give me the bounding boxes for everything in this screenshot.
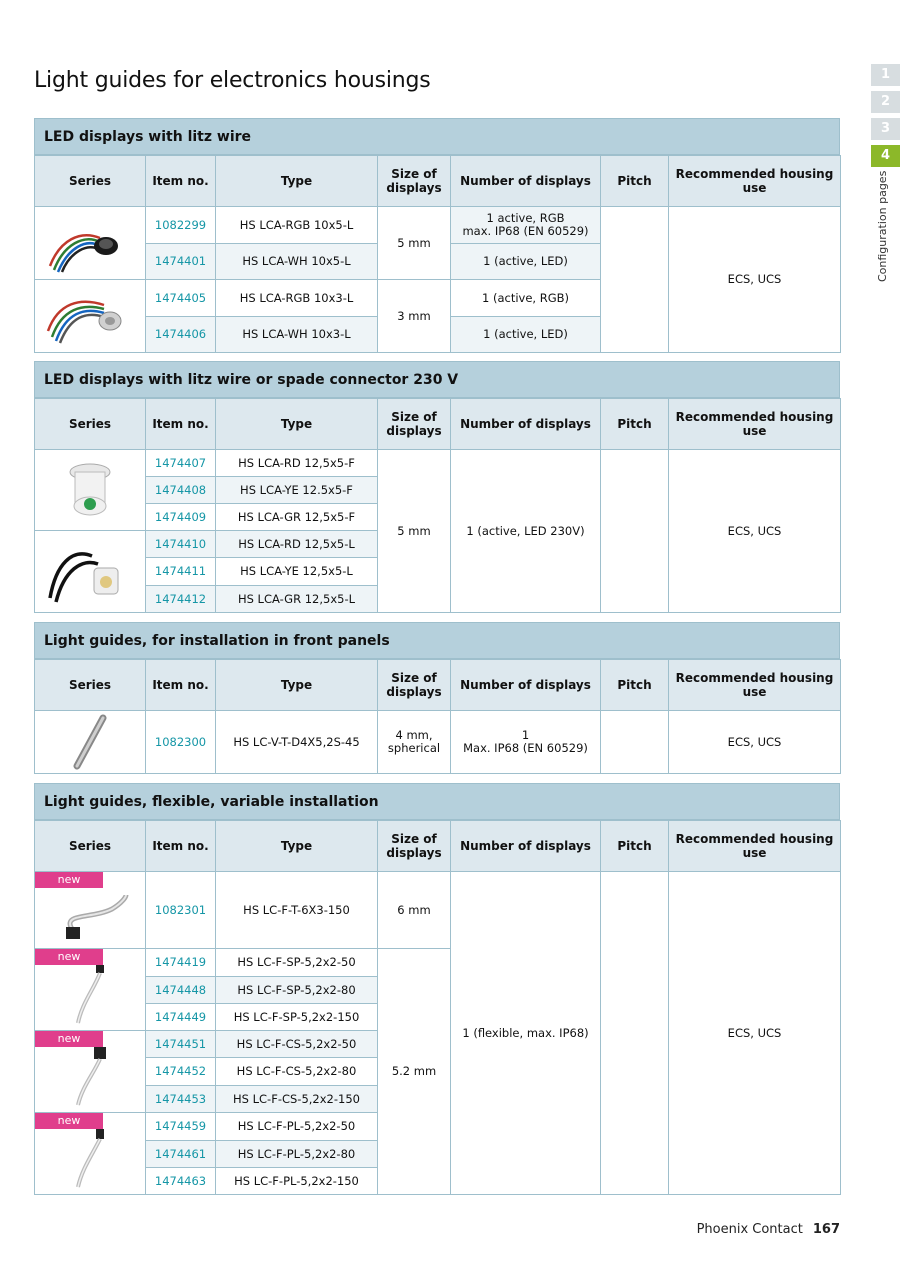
header-size: Size of displays bbox=[378, 660, 451, 711]
size-cell: 5 mm bbox=[378, 207, 451, 280]
size-cell: 6 mm bbox=[378, 872, 451, 949]
header-type: Type bbox=[216, 399, 378, 450]
header-housing: Recommended housing use bbox=[669, 156, 841, 207]
footer-brand: Phoenix Contact bbox=[696, 1222, 803, 1237]
header-pitch: Pitch bbox=[601, 156, 669, 207]
header-size: Size of displays bbox=[378, 821, 451, 872]
pitch-cell bbox=[601, 711, 669, 774]
item-number[interactable]: 1474406 bbox=[146, 317, 216, 353]
item-number[interactable]: 1474410 bbox=[146, 531, 216, 558]
type-cell: HS LCA-RD 12,5x5-L bbox=[216, 531, 378, 558]
pitch-cell bbox=[601, 450, 669, 613]
size-cell: 4 mm, spherical bbox=[378, 711, 451, 774]
header-number: Number of displays bbox=[451, 399, 601, 450]
item-number[interactable]: 1474453 bbox=[146, 1086, 216, 1113]
header-series: Series bbox=[35, 821, 146, 872]
product-table bbox=[34, 398, 841, 613]
number-cell: 1 (active, LED 230V) bbox=[451, 450, 601, 613]
chapter-tab-4[interactable]: 4 bbox=[871, 145, 900, 167]
product-image-rgb-10x5 bbox=[35, 207, 146, 280]
header-pitch: Pitch bbox=[601, 821, 669, 872]
header-number: Number of displays bbox=[451, 660, 601, 711]
type-cell: HS LC-F-CS-5,2x2-50 bbox=[216, 1031, 378, 1058]
flex-guide-icon bbox=[60, 1045, 120, 1111]
flex-guide-icon bbox=[60, 963, 120, 1029]
light-rod-icon bbox=[55, 712, 125, 772]
item-number[interactable]: 1474452 bbox=[146, 1058, 216, 1086]
number-cell: 1 (active, LED) bbox=[451, 317, 601, 353]
header-housing: Recommended housing use bbox=[669, 399, 841, 450]
type-cell: HS LCA-GR 12,5x5-L bbox=[216, 586, 378, 613]
header-pitch: Pitch bbox=[601, 660, 669, 711]
header-type: Type bbox=[216, 660, 378, 711]
item-number[interactable]: 1474407 bbox=[146, 450, 216, 477]
new-badge: new bbox=[35, 1031, 103, 1047]
chapter-tab-3[interactable]: 3 bbox=[871, 118, 900, 140]
pitch-cell bbox=[601, 872, 669, 1195]
header-type: Type bbox=[216, 156, 378, 207]
item-number[interactable]: 1474405 bbox=[146, 280, 216, 317]
header-size: Size of displays bbox=[378, 156, 451, 207]
flex-guide-icon bbox=[60, 1127, 120, 1193]
item-number[interactable]: 1474461 bbox=[146, 1141, 216, 1168]
type-cell: HS LCA-YE 12.5x5-F bbox=[216, 477, 378, 504]
size-cell: 5 mm bbox=[378, 450, 451, 613]
type-cell: HS LCA-YE 12,5x5-L bbox=[216, 558, 378, 586]
item-number[interactable]: 1474411 bbox=[146, 558, 216, 586]
product-image-rgb-10x3 bbox=[35, 280, 146, 353]
number-cell: 1 (flexible, max. IP68) bbox=[451, 872, 601, 1195]
number-cell: 1 active, RGB max. IP68 (EN 60529) bbox=[451, 207, 601, 244]
housing-cell: ECS, UCS bbox=[669, 450, 841, 613]
led-wire-icon bbox=[42, 534, 138, 610]
item-number[interactable]: 1474463 bbox=[146, 1168, 216, 1195]
type-cell: HS LCA-WH 10x3-L bbox=[216, 317, 378, 353]
product-image-rod bbox=[35, 711, 146, 774]
chapter-tab-1[interactable]: 1 bbox=[871, 64, 900, 86]
product-image-flex-t bbox=[35, 872, 146, 949]
chapter-tab-2[interactable]: 2 bbox=[871, 91, 900, 113]
size-cell: 5.2 mm bbox=[378, 949, 451, 1195]
housing-cell: ECS, UCS bbox=[669, 872, 841, 1195]
flex-guide-icon bbox=[42, 889, 138, 945]
new-badge: new bbox=[35, 872, 103, 888]
header-housing: Recommended housing use bbox=[669, 821, 841, 872]
product-image-flex-cs bbox=[35, 1031, 146, 1113]
type-cell: HS LC-F-SP-5,2x2-80 bbox=[216, 977, 378, 1004]
header-type: Type bbox=[216, 821, 378, 872]
led-wire-icon bbox=[40, 210, 140, 276]
item-number[interactable]: 1474408 bbox=[146, 477, 216, 504]
side-chapter-label: Configuration pages bbox=[876, 170, 889, 282]
item-number[interactable]: 1082301 bbox=[146, 872, 216, 949]
product-image-flex-sp bbox=[35, 949, 146, 1031]
page-footer bbox=[697, 1222, 840, 1237]
type-cell: HS LC-F-SP-5,2x2-50 bbox=[216, 949, 378, 977]
item-number[interactable]: 1474459 bbox=[146, 1113, 216, 1141]
header-series: Series bbox=[35, 399, 146, 450]
type-cell: HS LC-F-PL-5,2x2-80 bbox=[216, 1141, 378, 1168]
chapter-tabs bbox=[871, 64, 900, 172]
item-number[interactable]: 1082299 bbox=[146, 207, 216, 244]
new-badge: new bbox=[35, 949, 103, 965]
pitch-cell bbox=[601, 207, 669, 353]
header-item: Item no. bbox=[146, 156, 216, 207]
type-cell: HS LCA-RGB 10x3-L bbox=[216, 280, 378, 317]
section-flexible bbox=[34, 783, 840, 1195]
section-title: LED displays with litz wire or spade connector 230 V bbox=[34, 361, 840, 398]
type-cell: HS LC-F-CS-5,2x2-80 bbox=[216, 1058, 378, 1086]
housing-cell: ECS, UCS bbox=[669, 207, 841, 353]
item-number[interactable]: 1082300 bbox=[146, 711, 216, 774]
type-cell: HS LC-F-T-6X3-150 bbox=[216, 872, 378, 949]
product-table bbox=[34, 659, 841, 774]
header-item: Item no. bbox=[146, 660, 216, 711]
product-table bbox=[34, 155, 841, 353]
item-number[interactable]: 1474409 bbox=[146, 504, 216, 531]
type-cell: HS LC-F-CS-5,2x2-150 bbox=[216, 1086, 378, 1113]
type-cell: HS LCA-RD 12,5x5-F bbox=[216, 450, 378, 477]
number-cell: 1 (active, RGB) bbox=[451, 280, 601, 317]
housing-cell: ECS, UCS bbox=[669, 711, 841, 774]
header-item: Item no. bbox=[146, 821, 216, 872]
item-number[interactable]: 1474449 bbox=[146, 1004, 216, 1031]
header-housing: Recommended housing use bbox=[669, 660, 841, 711]
section-title: Light guides, for installation in front panels bbox=[34, 622, 840, 659]
header-number: Number of displays bbox=[451, 821, 601, 872]
page-number: 167 bbox=[812, 1222, 840, 1237]
header-size: Size of displays bbox=[378, 399, 451, 450]
section-front-panel bbox=[34, 622, 840, 774]
type-cell: HS LCA-WH 10x5-L bbox=[216, 244, 378, 280]
section-led-litz bbox=[34, 118, 840, 353]
item-number[interactable]: 1474401 bbox=[146, 244, 216, 280]
number-cell: 1 (active, LED) bbox=[451, 244, 601, 280]
size-cell: 3 mm bbox=[378, 280, 451, 353]
product-image-led-l bbox=[35, 531, 146, 613]
header-pitch: Pitch bbox=[601, 399, 669, 450]
page-title: Light guides for electronics housings bbox=[34, 68, 431, 93]
type-cell: HS LC-F-PL-5,2x2-150 bbox=[216, 1168, 378, 1195]
item-number[interactable]: 1474451 bbox=[146, 1031, 216, 1058]
type-cell: HS LCA-RGB 10x5-L bbox=[216, 207, 378, 244]
type-cell: HS LC-F-PL-5,2x2-50 bbox=[216, 1113, 378, 1141]
section-led-230v bbox=[34, 361, 840, 613]
product-image-led-f bbox=[35, 450, 146, 531]
new-badge: new bbox=[35, 1113, 103, 1129]
item-number[interactable]: 1474419 bbox=[146, 949, 216, 977]
section-title: LED displays with litz wire bbox=[34, 118, 840, 155]
header-series: Series bbox=[35, 660, 146, 711]
led-wire-icon bbox=[40, 283, 140, 349]
header-series: Series bbox=[35, 156, 146, 207]
item-number[interactable]: 1474448 bbox=[146, 977, 216, 1004]
product-image-flex-pl bbox=[35, 1113, 146, 1195]
product-table bbox=[34, 820, 841, 1195]
type-cell: HS LC-F-SP-5,2x2-150 bbox=[216, 1004, 378, 1031]
number-cell: 1 Max. IP68 (EN 60529) bbox=[451, 711, 601, 774]
led-cap-icon bbox=[45, 452, 135, 528]
header-number: Number of displays bbox=[451, 156, 601, 207]
section-title: Light guides, flexible, variable installation bbox=[34, 783, 840, 820]
item-number[interactable]: 1474412 bbox=[146, 586, 216, 613]
type-cell: HS LC-V-T-D4X5,2S-45 bbox=[216, 711, 378, 774]
header-item: Item no. bbox=[146, 399, 216, 450]
type-cell: HS LCA-GR 12,5x5-F bbox=[216, 504, 378, 531]
